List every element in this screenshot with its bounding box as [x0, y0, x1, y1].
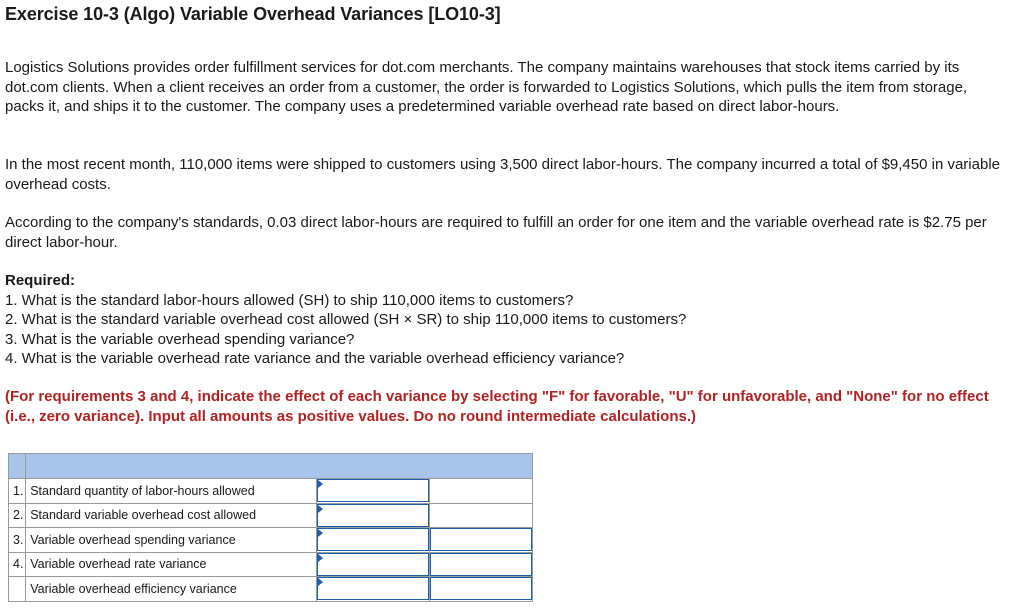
standard-overhead-cost-input[interactable]: [317, 504, 429, 527]
table-row: [9, 552, 533, 577]
table-row: [9, 503, 533, 528]
efficiency-variance-input[interactable]: [317, 577, 429, 600]
row-label: Variable overhead efficiency variance: [26, 577, 317, 602]
required-heading: Required:: [5, 272, 76, 289]
table-row: [9, 528, 533, 553]
row-number: [9, 577, 26, 602]
instructions-note: (For requirements 3 and 4, indicate the effect of each variance by selecting "F" for favorable, "U" for unfavorable, and "None" for no effect (i.e., zero variance). Input all amounts as positive values. Do no round intermediate calculations.): [5, 388, 989, 425]
row-number: 1.: [9, 479, 26, 504]
required-item-4: 4. What is the variable overhead rate variance and the variable overhead efficiency variance?: [5, 350, 625, 367]
table-row: [9, 577, 533, 602]
empty-cell: [429, 503, 532, 528]
row-label: Standard quantity of labor-hours allowed: [26, 479, 317, 504]
spending-variance-effect-select[interactable]: [430, 528, 532, 551]
table-row: [9, 479, 533, 504]
standard-labor-hours-input[interactable]: [317, 479, 429, 502]
row-number: 2.: [9, 503, 26, 528]
rate-variance-input[interactable]: [317, 553, 429, 576]
row-label: Variable overhead rate variance: [26, 552, 317, 577]
spending-variance-input[interactable]: [317, 528, 429, 551]
problem-paragraph-3: According to the company's standards, 0.03 direct labor-hours are required to fulfill an order for one item and the variable overhead rate is $2.75 per direct labor-hour.: [5, 214, 987, 251]
rate-variance-effect-select[interactable]: [430, 553, 532, 576]
efficiency-variance-effect-select[interactable]: [430, 577, 532, 600]
required-section: [5, 271, 1005, 369]
row-label: Standard variable overhead cost allowed: [26, 503, 317, 528]
problem-paragraph-2: In the most recent month, 110,000 items were shipped to customers using 3,500 direct labor-hours. The company incurred a total of $9,450 in variable overhead costs.: [5, 156, 1000, 193]
empty-cell: [429, 479, 532, 504]
row-number: 4.: [9, 552, 26, 577]
problem-paragraph-1: Logistics Solutions provides order fulfillment services for dot.com merchants. The company maintains warehouses that stock items carried by its dot.com clients. When a client receives an order from a customer, the order is forwarded to Logistics Solutions, which pulls the item from storage, packs it, and ships it to the customer. The company uses a predetermined variable overhead rate based on direct labor-hours.: [5, 59, 968, 115]
exercise-title: Exercise 10-3 (Algo) Variable Overhead Variances [LO10-3]: [5, 4, 501, 24]
row-number: 3.: [9, 528, 26, 553]
row-label: Variable overhead spending variance: [26, 528, 317, 553]
required-item-3: 3. What is the variable overhead spending variance?: [5, 330, 355, 348]
required-item-1: 1. What is the standard labor-hours allowed (SH) to ship 110,000 items to customers?: [5, 291, 574, 309]
table-header-row: [9, 454, 533, 479]
answer-table: [8, 453, 533, 602]
required-item-2: 2. What is the standard variable overhead cost allowed (SH × SR) to ship 110,000 items to customers?: [5, 311, 687, 328]
header-cell: [26, 454, 533, 479]
header-cell: [9, 454, 26, 479]
